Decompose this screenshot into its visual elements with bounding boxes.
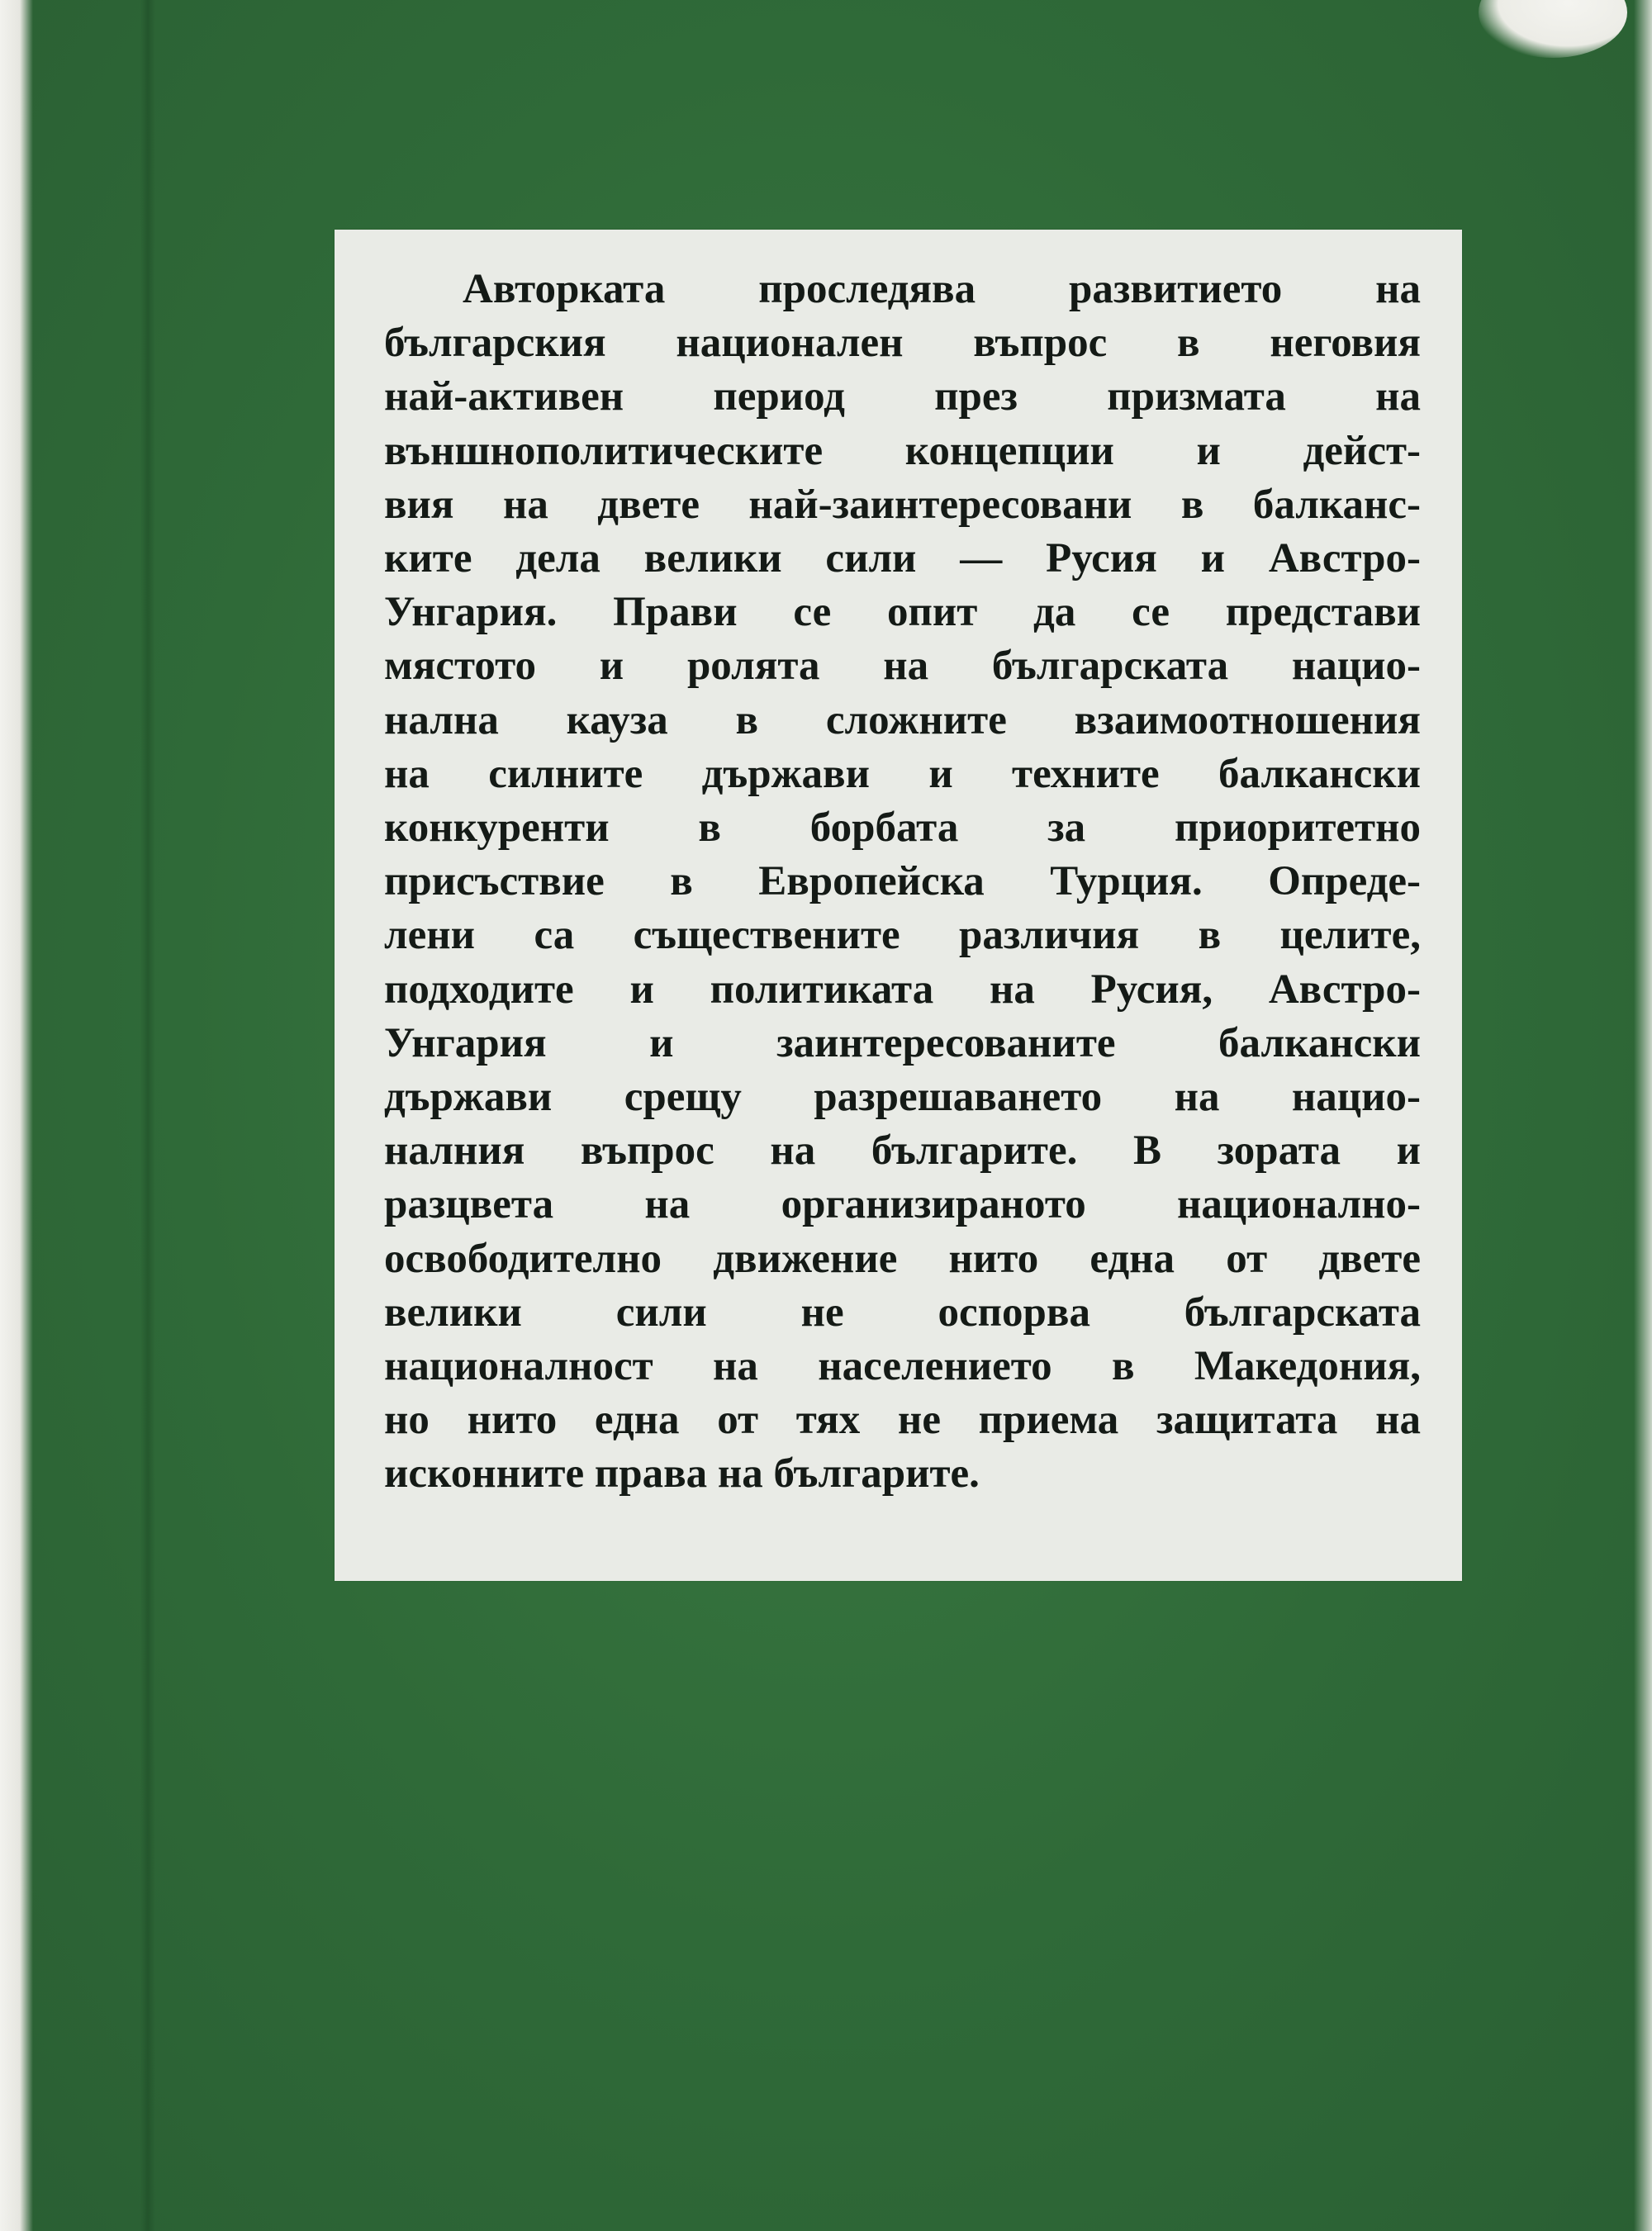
blurb-line: лени са съществените различия в целите,: [384, 912, 1421, 959]
blurb-line: налния въпрос на българите. В зората и: [384, 1127, 1421, 1175]
blurb-line: държави срещу разрешаването на нацио-: [384, 1074, 1421, 1121]
blurb-line: на силните държави и техните балкански: [384, 750, 1421, 797]
spine-edge: [0, 0, 33, 2231]
blurb-panel: [335, 230, 1462, 1581]
page-edge: [1634, 0, 1652, 2231]
blurb-line: мястото и ролята на българската нацио-: [384, 643, 1421, 690]
spine-crease: [140, 0, 155, 2231]
blurb-line: но нито една от тях не приема защитата на: [384, 1397, 1421, 1444]
blurb-line: външнополитическите концепции и дейст-: [384, 427, 1421, 474]
blurb-line: подходите и политиката на Русия, Австро-: [384, 966, 1421, 1013]
blurb-line: нална кауза в сложните взаимоотношения: [384, 696, 1421, 743]
blurb-line: освободително движение нито една от двете: [384, 1235, 1421, 1282]
blurb-line: националност на населението в Македония,: [384, 1343, 1421, 1390]
blurb-line: най-активен период през призмата на: [384, 373, 1421, 420]
blurb-line: Авторката проследява развитието на: [463, 266, 1421, 312]
blurb-text: [384, 263, 1421, 1502]
blurb-line: вия на двете най-заинтересовани в балканс-: [384, 481, 1421, 528]
blurb-line: българския национален въпрос в неговия: [384, 320, 1421, 367]
blurb-line: присъствие в Европейска Турция. Опреде-: [384, 858, 1421, 905]
blurb-line: исконните права на българите.: [384, 1450, 980, 1498]
blurb-line: разцвета на организираното национално-: [384, 1181, 1421, 1228]
blurb-line: Унгария. Прави се опит да се представи: [384, 589, 1421, 636]
blurb-line: Унгария и заинтересованите балкански: [384, 1019, 1421, 1066]
blurb-line: велики сили не оспорва българската: [384, 1289, 1421, 1336]
worn-corner: [1479, 0, 1627, 58]
blurb-line: конкуренти в борбата за приоритетно: [384, 805, 1421, 852]
blurb-line: ките дела велики сили — Русия и Австро-: [384, 535, 1421, 582]
